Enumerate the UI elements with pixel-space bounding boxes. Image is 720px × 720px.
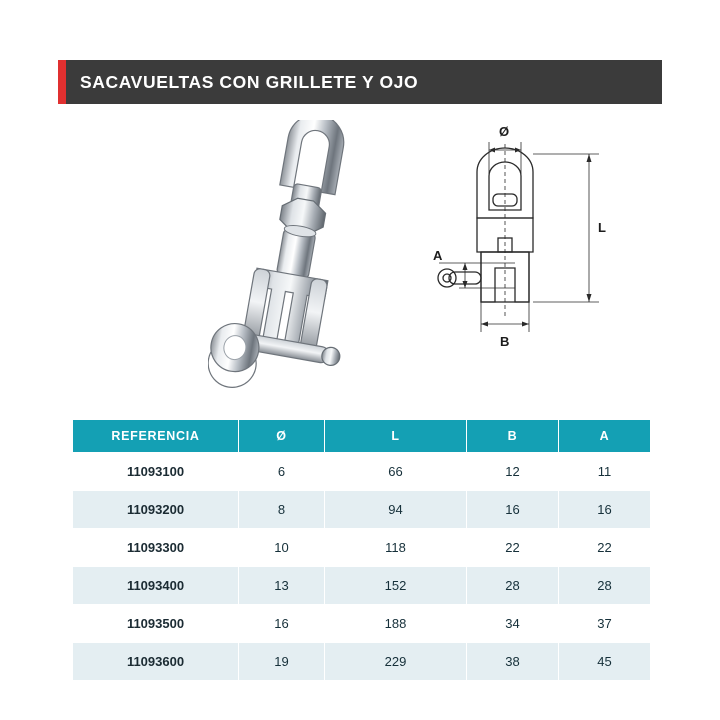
cell-b: 28 xyxy=(467,567,559,605)
col-header-diameter: Ø xyxy=(239,420,325,453)
col-header-b: B xyxy=(467,420,559,453)
cell-diameter: 16 xyxy=(239,605,325,643)
cell-diameter: 19 xyxy=(239,643,325,681)
cell-reference: 11093500 xyxy=(73,605,239,643)
cell-reference: 11093100 xyxy=(73,453,239,491)
table-row xyxy=(73,529,651,567)
cell-a: 16 xyxy=(559,491,651,529)
figures-area xyxy=(58,110,662,400)
table-row xyxy=(73,605,651,643)
table-row xyxy=(73,567,651,605)
cell-length: 66 xyxy=(325,453,467,491)
cell-a: 11 xyxy=(559,453,651,491)
cell-a: 45 xyxy=(559,643,651,681)
cell-reference: 11093200 xyxy=(73,491,239,529)
cell-length: 152 xyxy=(325,567,467,605)
cell-reference: 11093600 xyxy=(73,643,239,681)
page-title: SACAVUELTAS CON GRILLETE Y OJO xyxy=(80,71,419,92)
cell-b: 12 xyxy=(467,453,559,491)
cell-diameter: 13 xyxy=(239,567,325,605)
cell-length: 229 xyxy=(325,643,467,681)
cell-length: 94 xyxy=(325,491,467,529)
table-row xyxy=(73,453,651,491)
product-photo xyxy=(208,120,398,390)
cell-length: 118 xyxy=(325,529,467,567)
table-row xyxy=(73,643,651,681)
cell-b: 16 xyxy=(467,491,559,529)
technical-drawing xyxy=(403,120,633,390)
cell-a: 37 xyxy=(559,605,651,643)
cell-b: 34 xyxy=(467,605,559,643)
table-row xyxy=(73,491,651,529)
cell-diameter: 8 xyxy=(239,491,325,529)
title-accent-bar xyxy=(58,60,66,104)
cell-reference: 11093400 xyxy=(73,567,239,605)
table-header-row xyxy=(73,420,651,453)
cell-diameter: 10 xyxy=(239,529,325,567)
spec-table xyxy=(72,419,651,681)
col-header-a: A xyxy=(559,420,651,453)
dim-label-b: B xyxy=(500,334,510,349)
cell-b: 22 xyxy=(467,529,559,567)
title-bar xyxy=(58,60,662,104)
dim-label-diameter: Ø xyxy=(499,124,510,139)
cell-a: 28 xyxy=(559,567,651,605)
cell-length: 188 xyxy=(325,605,467,643)
dim-label-length: L xyxy=(598,220,606,235)
col-header-referencia: REFERENCIA xyxy=(73,420,239,453)
cell-reference: 11093300 xyxy=(73,529,239,567)
col-header-length: L xyxy=(325,420,467,453)
cell-diameter: 6 xyxy=(239,453,325,491)
spec-table-container xyxy=(72,419,650,681)
dim-label-a: A xyxy=(433,248,443,263)
cell-a: 22 xyxy=(559,529,651,567)
cell-b: 38 xyxy=(467,643,559,681)
